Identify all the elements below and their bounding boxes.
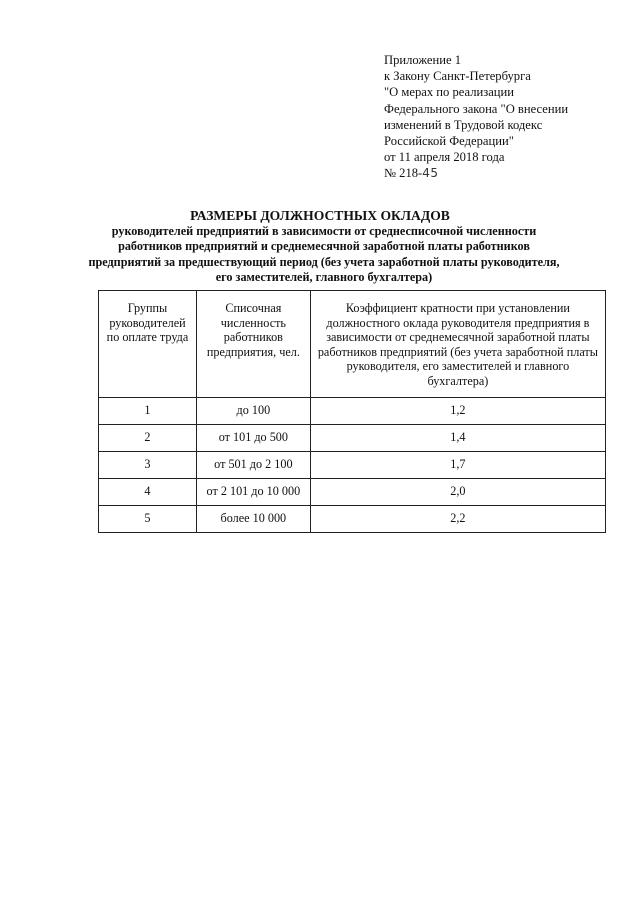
cell-headcount: от 101 до 500 <box>196 424 310 451</box>
cell-headcount: от 2 101 до 10 000 <box>196 478 310 505</box>
cell-headcount: до 100 <box>196 397 310 424</box>
law-number <box>384 165 624 181</box>
appendix-line: изменений в Трудовой кодекс <box>384 117 543 132</box>
cell-coefficient: 2,2 <box>310 505 605 532</box>
law-number-handwritten: 45 <box>422 166 439 181</box>
cell-group: 2 <box>99 424 197 451</box>
cell-coefficient: 2,0 <box>310 478 605 505</box>
appendix-line: к Закону Санкт-Петербурга <box>384 69 531 84</box>
appendix-line: от 11 апреля 2018 года <box>384 150 505 165</box>
document-subtitle: руководителей предприятий в зависимости от среднесписочной численности работников предприятий и среднемесячной заработной платы работников предприятий за предшествующий период (без учета заработной платы руководителя, его заместителей, главного бухгалтера) <box>88 224 560 285</box>
table-row <box>99 505 606 532</box>
cell-group: 3 <box>99 451 197 478</box>
cell-group: 1 <box>99 397 197 424</box>
cell-group: 4 <box>99 478 197 505</box>
appendix-block <box>384 52 624 182</box>
cell-coefficient: 1,7 <box>310 451 605 478</box>
header-group: Группы руководителей по оплате труда <box>99 291 197 398</box>
header-headcount: Списочная численность работников предприятия, чел. <box>196 291 310 398</box>
cell-coefficient: 1,4 <box>310 424 605 451</box>
table-row <box>99 478 606 505</box>
table-row <box>99 451 606 478</box>
cell-headcount: от 501 до 2 100 <box>196 451 310 478</box>
table-row <box>99 424 606 451</box>
appendix-line: Федерального закона "О внесении <box>384 101 569 116</box>
table-row <box>99 397 606 424</box>
document-title: РАЗМЕРЫ ДОЛЖНОСТНЫХ ОКЛАДОВ <box>190 208 450 223</box>
law-number-prefix: № 218- <box>384 166 423 181</box>
table-header-row <box>99 291 606 398</box>
cell-coefficient: 1,2 <box>310 397 605 424</box>
cell-group: 5 <box>99 505 197 532</box>
appendix-line: "О мерах по реализации <box>384 85 515 100</box>
appendix-line: Приложение 1 <box>384 53 462 67</box>
appendix-line: Российской Федерации" <box>384 134 514 149</box>
salary-coefficient-table <box>98 290 606 533</box>
header-coefficient: Коэффициент кратности при установлении должностного оклада руководителя предприятия в зависимости от среднемесячной заработной платы работников предприятий (без учета заработной платы руководителя, его заместителей и главного бухгалтера) <box>310 291 605 398</box>
cell-headcount: более 10 000 <box>196 505 310 532</box>
